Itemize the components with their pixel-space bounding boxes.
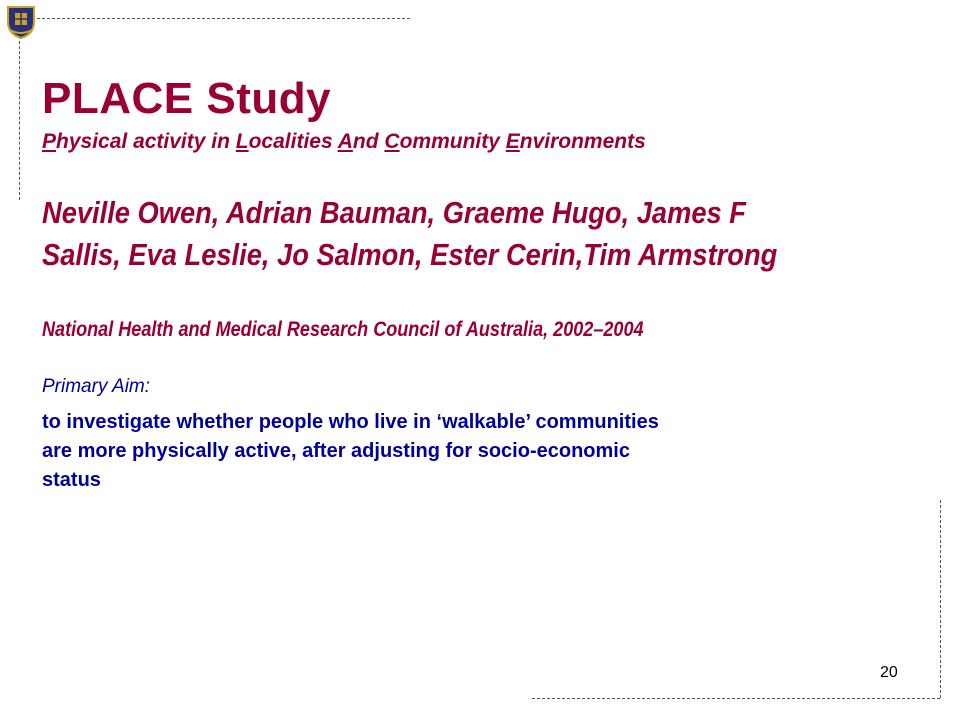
subtitle-part: L — [235, 130, 249, 153]
subtitle-part: ommunity — [399, 130, 506, 153]
slide-subtitle — [42, 130, 646, 154]
aim-line-2: are more physically active, after adjusting for socio-economic — [42, 440, 630, 462]
authors-line-1: Neville Owen, Adrian Bauman, Graeme Hugo, James F — [42, 195, 746, 230]
frame-right-dashed-line — [940, 500, 941, 698]
primary-aim-label: Primary Aim: — [42, 376, 151, 397]
subtitle-part: hysical activity in — [56, 130, 236, 153]
subtitle-part: ocalities — [248, 130, 338, 153]
authors-line-2: Sallis, Eva Leslie, Jo Salmon, Ester Cerin,Tim Armstrong — [42, 237, 778, 272]
university-crest-icon — [4, 4, 38, 40]
frame-left-dashed-line — [19, 36, 20, 200]
slide-title: PLACE Study — [42, 74, 332, 123]
frame-bottom-dashed-line — [532, 698, 940, 699]
aim-line-1: to investigate whether people who live in ‘walkable’ communities — [42, 411, 659, 433]
subtitle-part: E — [505, 130, 520, 153]
frame-top-dashed-line — [22, 18, 410, 19]
page-number: 20 — [880, 664, 898, 681]
subtitle-part: nd — [352, 130, 385, 153]
subtitle-part: C — [384, 130, 400, 153]
primary-aim-text — [42, 408, 902, 495]
aim-line-3: status — [42, 469, 101, 491]
funding-statement: National Health and Medical Research Council of Australia, 2002–2004 — [42, 318, 644, 341]
authors-list — [42, 192, 922, 276]
subtitle-part: nvironments — [519, 130, 646, 153]
subtitle-part: A — [337, 130, 353, 153]
subtitle-part: P — [42, 130, 57, 153]
